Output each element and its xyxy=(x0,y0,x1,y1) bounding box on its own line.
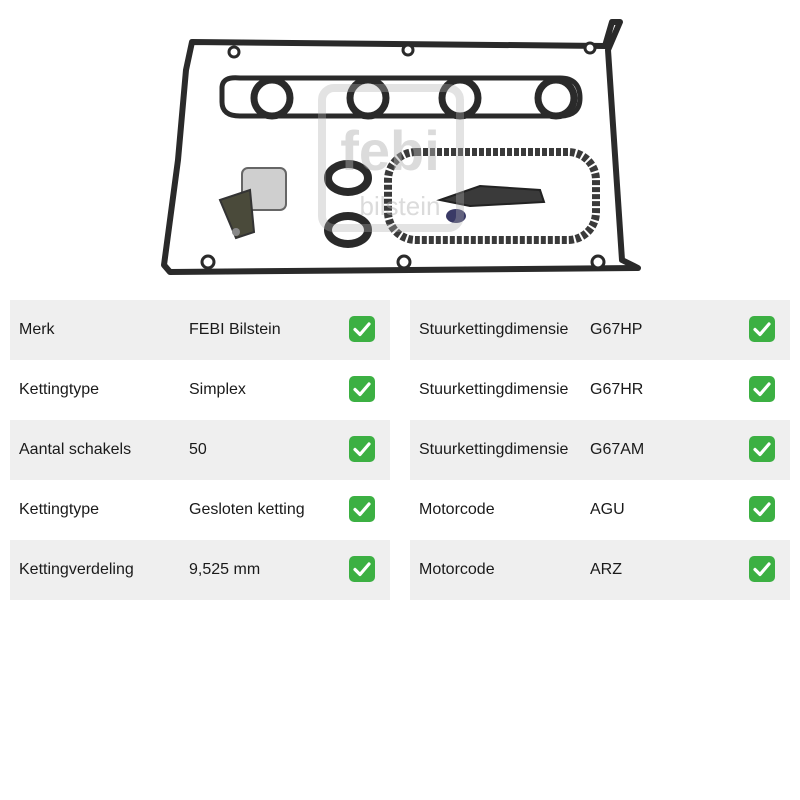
spec-value: G67AM xyxy=(590,441,645,458)
spec-table-right xyxy=(410,300,790,600)
spec-table-left xyxy=(10,300,390,600)
spec-row xyxy=(10,540,390,600)
spec-label: Aantal schakels xyxy=(19,441,132,458)
spec-label: Merk xyxy=(19,321,55,338)
spec-row xyxy=(410,360,790,420)
product-image xyxy=(150,10,650,290)
check-icon xyxy=(349,556,375,582)
spec-row xyxy=(10,480,390,540)
check-icon xyxy=(349,496,375,522)
spec-value: Gesloten ketting xyxy=(189,501,305,518)
spec-row xyxy=(410,480,790,540)
check-icon xyxy=(349,376,375,402)
check-icon xyxy=(749,376,775,402)
spec-label: Kettingverdeling xyxy=(19,561,134,578)
check-icon xyxy=(749,316,775,342)
spec-value: AGU xyxy=(590,501,625,518)
spec-label: Stuurkettingdimensie xyxy=(419,321,569,338)
spec-row xyxy=(10,300,390,360)
spec-label: Motorcode xyxy=(419,501,495,518)
spec-value: G67HR xyxy=(590,381,644,398)
spec-label: Kettingtype xyxy=(19,381,100,398)
spec-value: ARZ xyxy=(590,561,622,578)
svg-text:bilstein: bilstein xyxy=(359,191,441,221)
spec-label: Motorcode xyxy=(419,561,495,578)
spec-row xyxy=(410,540,790,600)
spec-row xyxy=(410,420,790,480)
spec-value: 9,525 mm xyxy=(189,561,261,578)
check-icon xyxy=(349,316,375,342)
spec-label: Stuurkettingdimensie xyxy=(419,381,569,398)
spec-value: Simplex xyxy=(189,381,246,398)
spec-row xyxy=(10,420,390,480)
spec-row xyxy=(10,360,390,420)
spec-label: Stuurkettingdimensie xyxy=(419,441,569,458)
spec-value: 50 xyxy=(189,441,207,458)
check-icon xyxy=(749,496,775,522)
spec-value: G67HP xyxy=(590,321,643,338)
check-icon xyxy=(349,436,375,462)
watermark-logo-text: febi xyxy=(340,119,440,182)
check-icon xyxy=(749,556,775,582)
timing-chain-kit-illustration xyxy=(150,10,650,290)
check-icon xyxy=(749,436,775,462)
spec-label: Kettingtype xyxy=(19,501,100,518)
spec-row xyxy=(410,300,790,360)
spec-value: FEBI Bilstein xyxy=(189,321,281,338)
